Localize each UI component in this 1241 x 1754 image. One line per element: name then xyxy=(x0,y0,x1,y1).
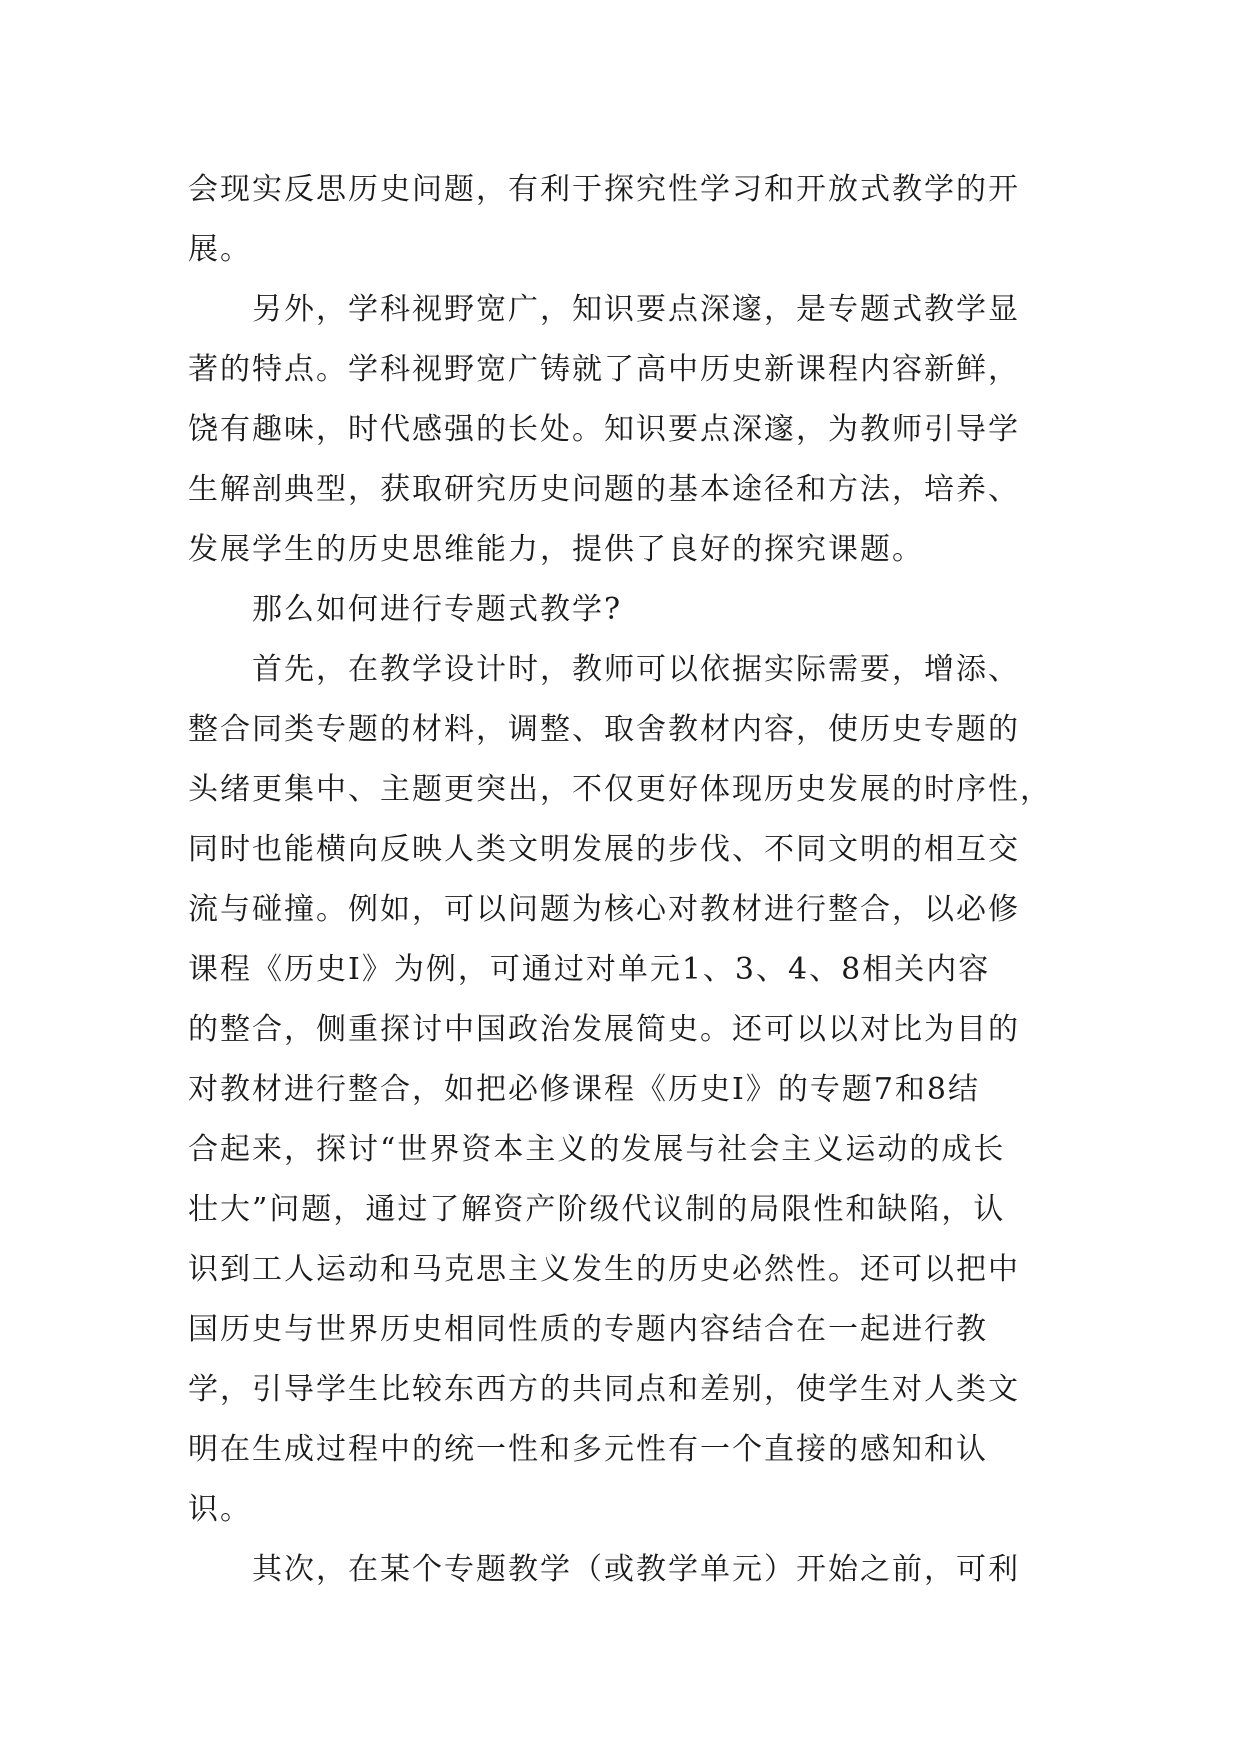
text-line: 著的特点。学科视野宽广铸就了高中历史新课程内容新鲜， xyxy=(188,352,1020,387)
paragraph-start-line: 其次，在某个专题教学（或教学单元）开始之前，可利 xyxy=(252,1552,1020,1587)
text-line: 的整合，侧重探讨中国政治发展简史。还可以以对比为目的 xyxy=(188,1012,1020,1047)
text-line: 饶有趣味，时代感强的长处。知识要点深邃，为教师引导学 xyxy=(188,412,1020,447)
text-line: 会现实反思历史问题，有利于探究性学习和开放式教学的开 xyxy=(188,172,1020,207)
text-line: 识。 xyxy=(188,1492,252,1527)
body-text xyxy=(188,160,1068,1600)
text-line: 课程《历史Ⅰ》为例，可通过对单元1、3、4、8相关内容 xyxy=(188,952,991,987)
text-line: 整合同类专题的材料，调整、取舍教材内容，使历史专题的 xyxy=(188,712,1020,747)
text-line: 流与碰撞。例如，可以问题为核心对教材进行整合，以必修 xyxy=(188,892,1020,927)
text-line: 识到工人运动和马克思主义发生的历史必然性。还可以把中 xyxy=(188,1252,1020,1287)
text-line: 学，引导学生比较东西方的共同点和差别，使学生对人类文 xyxy=(188,1372,1020,1407)
text-line: 对教材进行整合，如把必修课程《历史Ⅰ》的专题7和8结 xyxy=(188,1072,981,1107)
paragraph-start-line: 那么如何进行专题式教学? xyxy=(252,592,623,627)
text-line: 壮大”问题，通过了解资产阶级代议制的局限性和缺陷，认 xyxy=(188,1192,1006,1227)
text-line: 头绪更集中、主题更突出，不仅更好体现历史发展的时序性， xyxy=(188,772,1052,807)
text-line: 明在生成过程中的统一性和多元性有一个直接的感知和认 xyxy=(188,1432,988,1467)
text-line: 合起来，探讨“世界资本主义的发展与社会主义运动的成长 xyxy=(188,1132,1006,1167)
text-line: 发展学生的历史思维能力，提供了良好的探究课题。 xyxy=(188,532,924,567)
paragraph-start-line: 首先，在教学设计时，教师可以依据实际需要，增添、 xyxy=(252,652,1020,687)
text-line: 生解剖典型，获取研究历史问题的基本途径和方法，培养、 xyxy=(188,472,1020,507)
text-line: 国历史与世界历史相同性质的专题内容结合在一起进行教 xyxy=(188,1312,988,1347)
text-line: 同时也能横向反映人类文明发展的步伐、不同文明的相互交 xyxy=(188,832,1020,867)
paragraph-start-line: 另外，学科视野宽广，知识要点深邃，是专题式教学显 xyxy=(252,292,1020,327)
text-line: 展。 xyxy=(188,232,252,267)
